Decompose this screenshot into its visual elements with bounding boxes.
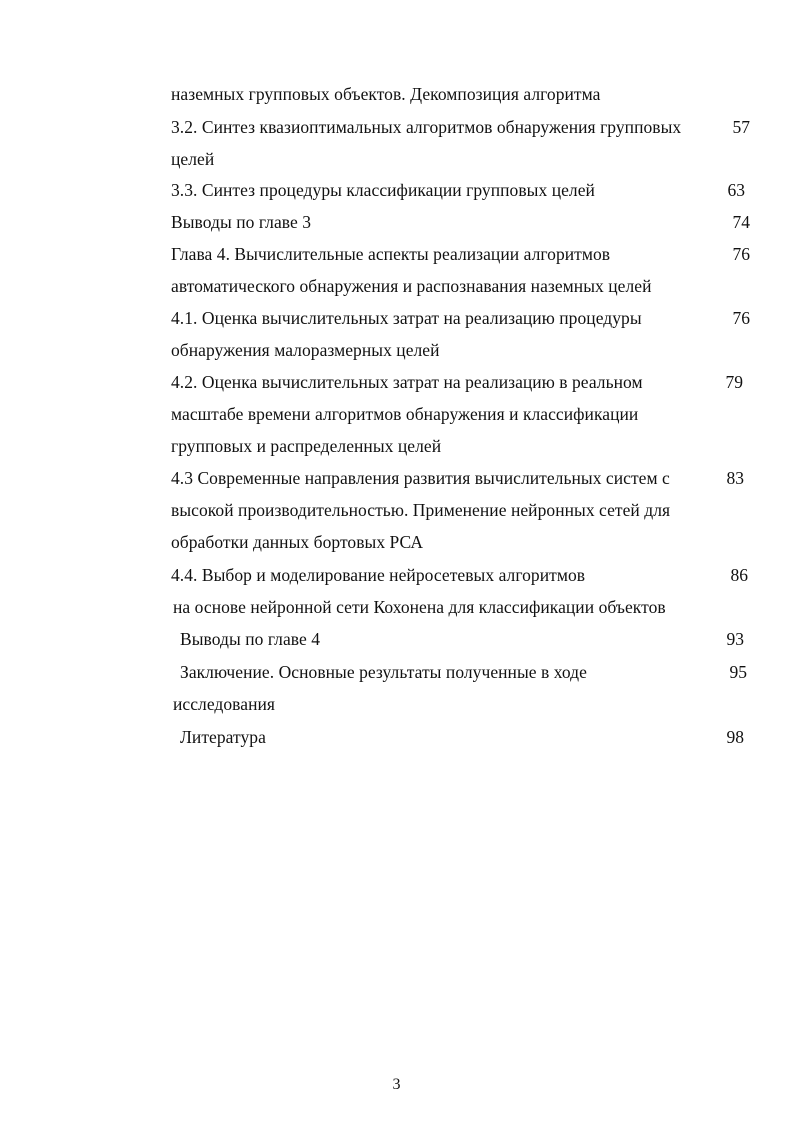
toc-entry-text: обнаружения малоразмерных целей	[171, 340, 440, 360]
toc-entry-text: 3.3. Синтез процедуры классификации групповых целей	[171, 180, 595, 200]
toc-page-number: 63	[727, 180, 745, 200]
toc-page-number: 93	[726, 629, 744, 649]
toc-entry-text: целей	[171, 149, 215, 169]
toc-entry-text: Выводы по главе 3	[171, 212, 312, 232]
toc-page-number: 95	[729, 662, 747, 682]
toc-entry-text: на основе нейронной сети Кохонена для классификации объектов	[173, 597, 666, 617]
toc-entry-text: наземных групповых объектов. Декомпозиция алгоритма	[171, 84, 601, 104]
toc-entry-text: масштабе времени алгоритмов обнаружения и классификации	[171, 404, 639, 424]
toc-entry-text: Глава 4. Вычислительные аспекты реализации алгоритмов	[171, 244, 611, 264]
toc-page-number: 79	[725, 372, 743, 392]
toc-entry-text: исследования	[173, 694, 276, 714]
toc-page-number: 74	[732, 212, 750, 232]
toc-page-number: 86	[730, 565, 748, 585]
toc-entry-text: Литература	[180, 727, 266, 747]
toc-page-number: 98	[726, 727, 744, 747]
toc-page-number: 57	[732, 117, 750, 137]
toc-page-number: 76	[732, 244, 750, 264]
toc-entry-text: высокой производительностью. Применение нейронных сетей для	[171, 500, 671, 520]
toc-entry-text: 4.2. Оценка вычислительных затрат на реализацию в реальном	[171, 372, 643, 392]
toc-entry-text: 4.1. Оценка вычислительных затрат на реализацию процедуры	[171, 308, 642, 328]
toc-entry-text: 4.3 Современные направления развития вычислительных систем с	[171, 468, 670, 488]
toc-entry-text: 4.4. Выбор и моделирование нейросетевых алгоритмов	[171, 565, 586, 585]
toc-entry-text: групповых и распределенных целей	[171, 436, 442, 456]
page-number: 3	[392, 1076, 401, 1093]
toc-entry-text: 3.2. Синтез квазиоптимальных алгоритмов обнаружения групповых	[171, 117, 682, 137]
toc-entry-text: Выводы по главе 4	[180, 629, 321, 649]
toc-page-number: 83	[726, 468, 744, 488]
toc-entry-text: Заключение. Основные результаты полученные в ходе	[180, 662, 587, 682]
toc-entry-text: обработки данных бортовых РСА	[171, 532, 424, 552]
toc-page-number: 76	[732, 308, 750, 328]
toc-entry-text: автоматического обнаружения и распознавания наземных целей	[171, 276, 652, 296]
